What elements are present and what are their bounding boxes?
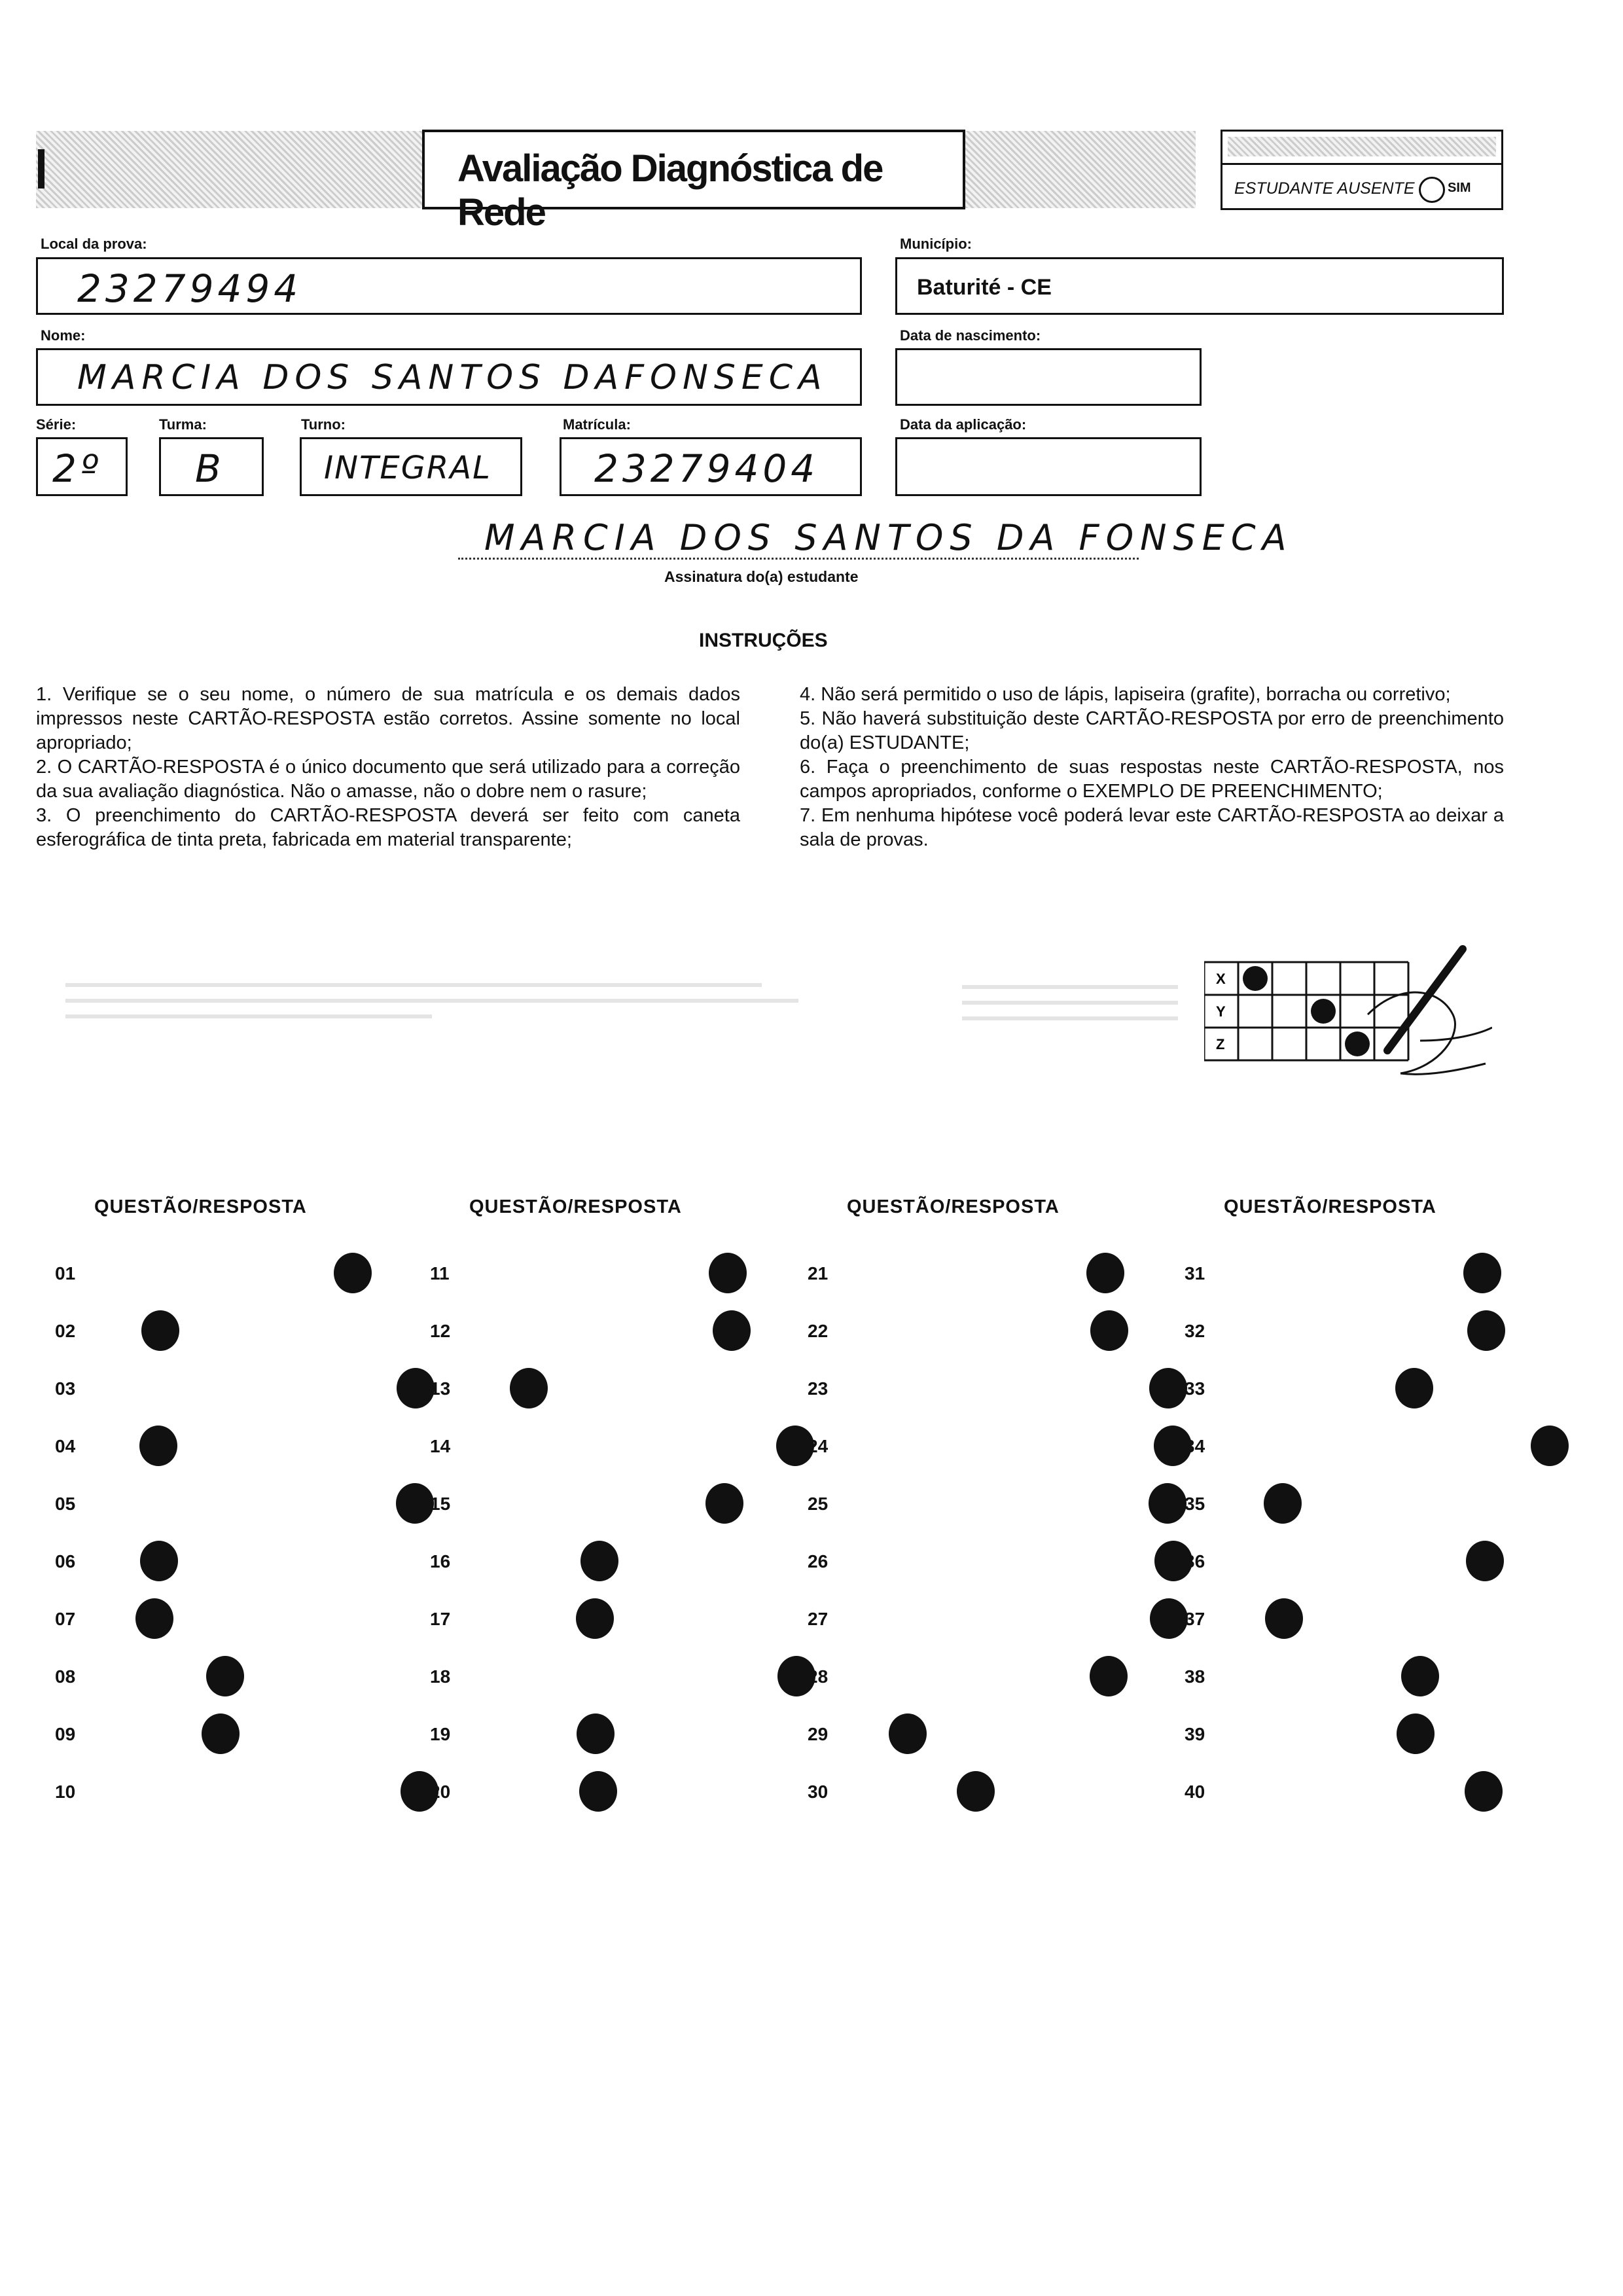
question-number: 12 (430, 1321, 451, 1341)
question-number: 25 (808, 1494, 829, 1514)
municipio-value: Baturité - CE (917, 275, 1052, 300)
example-row-label: Z (1216, 1036, 1225, 1052)
turno-label: Turno: (301, 416, 346, 433)
absent-label: ESTUDANTE AUSENTE (1234, 179, 1415, 198)
question-number: 38 (1185, 1666, 1205, 1687)
answer-mark-q12[interactable] (713, 1310, 751, 1351)
answer-mark-q19[interactable] (577, 1713, 615, 1754)
question-number: 06 (55, 1551, 76, 1571)
answer-mark-q32[interactable] (1467, 1310, 1505, 1351)
nascimento-field[interactable] (895, 348, 1202, 406)
answer-mark-q13[interactable] (510, 1368, 548, 1408)
answer-mark-q20[interactable] (579, 1771, 617, 1812)
absent-option: SIM (1448, 181, 1471, 195)
nome-value: MARCIA DOS SANTOS DAFONSECA (77, 358, 828, 397)
answer-mark-q21[interactable] (1086, 1253, 1124, 1293)
question-number: 03 (55, 1378, 76, 1399)
example-row-label: Y (1216, 1003, 1226, 1020)
answer-mark-q03[interactable] (397, 1368, 435, 1408)
header-left-mark (38, 149, 45, 188)
answer-mark-q30[interactable] (957, 1771, 995, 1812)
question-number: 01 (55, 1263, 76, 1283)
signature-value: MARCIA DOS SANTOS DA FONSECA (484, 517, 1293, 558)
question-number: 30 (808, 1782, 829, 1802)
answer-mark-q02[interactable] (141, 1310, 179, 1351)
question-number: 02 (55, 1321, 76, 1341)
answer-mark-q35[interactable] (1264, 1483, 1302, 1524)
question-number: 34 (1185, 1436, 1205, 1456)
question-number: 15 (430, 1494, 451, 1514)
answer-column-header: QUESTÃO/RESPOSTA (1224, 1196, 1436, 1217)
turno-value: INTEGRAL (324, 450, 491, 486)
nome-label: Nome: (41, 327, 86, 344)
answer-mark-q11[interactable] (709, 1253, 747, 1293)
question-number: 16 (430, 1551, 451, 1571)
fill-example (1204, 942, 1492, 1086)
matricula-field[interactable] (560, 437, 862, 496)
question-number: 07 (55, 1609, 76, 1629)
question-number: 29 (808, 1724, 829, 1744)
question-number: 11 (430, 1263, 450, 1283)
turma-field[interactable] (159, 437, 264, 496)
question-number: 17 (430, 1609, 451, 1629)
question-number: 09 (55, 1724, 76, 1744)
answer-mark-q23[interactable] (1149, 1368, 1187, 1408)
answer-mark-q34[interactable] (1531, 1426, 1569, 1466)
answer-mark-q05[interactable] (396, 1483, 434, 1524)
question-number: 40 (1185, 1782, 1205, 1802)
local-label: Local da prova: (41, 236, 147, 252)
answer-column-header: QUESTÃO/RESPOSTA (469, 1196, 682, 1217)
turno-field[interactable] (300, 437, 522, 496)
municipio-field[interactable] (895, 257, 1504, 315)
instructions-left (36, 683, 740, 852)
answer-mark-q29[interactable] (889, 1713, 927, 1754)
instructions-heading: INSTRUÇÕES (699, 630, 828, 651)
question-number: 27 (808, 1609, 829, 1629)
answer-mark-q06[interactable] (140, 1541, 178, 1581)
serie-value: 2º (52, 446, 103, 491)
instruction-item: 3. O preenchimento do CARTÃO-RESPOSTA deverá ser feito com caneta esferográfica de tinta preta, fabricada em material transparente; (36, 805, 740, 850)
header-right-band (965, 131, 1196, 208)
instruction-item: 2. O CARTÃO-RESPOSTA é o único documento que será utilizado para a correção da sua avaliação diagnóstica. Não o amasse, não o dobre nem o rasure; (36, 757, 740, 802)
question-number: 32 (1185, 1321, 1205, 1341)
example-mark (1243, 966, 1268, 991)
answer-mark-q39[interactable] (1397, 1713, 1435, 1754)
instructions-right (800, 683, 1504, 852)
answer-mark-q27[interactable] (1150, 1598, 1188, 1639)
matricula-value: 23279404 (594, 446, 819, 491)
nome-field[interactable] (36, 348, 862, 406)
local-field[interactable] (36, 257, 862, 315)
question-number: 13 (430, 1378, 451, 1399)
answer-mark-q17[interactable] (576, 1598, 614, 1639)
turma-label: Turma: (159, 416, 207, 433)
question-number: 24 (808, 1436, 829, 1456)
faint-text-left (65, 979, 798, 1038)
question-number: 10 (55, 1782, 76, 1802)
example-mark (1311, 999, 1336, 1024)
answer-mark-q15[interactable] (705, 1483, 743, 1524)
header-title-box (422, 130, 965, 234)
turma-value: B (195, 446, 225, 491)
question-number: 21 (808, 1263, 829, 1283)
question-number: 26 (808, 1551, 829, 1571)
question-number: 35 (1185, 1494, 1205, 1514)
absent-box-band (1228, 137, 1496, 156)
example-mark (1345, 1031, 1370, 1056)
answer-mark-q28[interactable] (1090, 1656, 1128, 1696)
answer-mark-q01[interactable] (334, 1253, 372, 1293)
header-title: Avaliação Diagnóstica de Rede (457, 147, 883, 234)
question-number: 20 (430, 1782, 451, 1802)
matricula-label: Matrícula: (563, 416, 631, 433)
answer-mark-q16[interactable] (580, 1541, 618, 1581)
example-row-label: X (1216, 971, 1226, 987)
answer-mark-q37[interactable] (1265, 1598, 1303, 1639)
question-number: 33 (1185, 1378, 1205, 1399)
question-number: 04 (55, 1436, 76, 1456)
aplicacao-field[interactable] (895, 437, 1202, 496)
answer-mark-q08[interactable] (206, 1656, 244, 1696)
instruction-item: 4. Não será permitido o uso de lápis, lapiseira (grafite), borracha ou corretivo; (800, 684, 1451, 705)
answer-mark-q40[interactable] (1465, 1771, 1503, 1812)
local-value: 23279494 (77, 266, 302, 311)
question-number: 08 (55, 1666, 76, 1687)
instruction-item: 5. Não haverá substituição deste CARTÃO-RESPOSTA por erro de preenchimento do(a) ESTUDANTE; (800, 708, 1504, 753)
answer-mark-q38[interactable] (1401, 1656, 1439, 1696)
question-number: 37 (1185, 1609, 1205, 1629)
instruction-item: 7. Em nenhuma hipótese você poderá levar este CARTÃO-RESPOSTA ao deixar a sala de provas. (800, 805, 1504, 850)
question-number: 19 (430, 1724, 451, 1744)
question-number: 39 (1185, 1724, 1205, 1744)
faint-text-right (962, 985, 1178, 1037)
answer-mark-q22[interactable] (1090, 1310, 1128, 1351)
aplicacao-label: Data da aplicação: (900, 416, 1027, 433)
instruction-item: 6. Faça o preenchimento de suas respostas neste CARTÃO-RESPOSTA, nos campos apropriados, conforme o EXEMPLO DE PREENCHIMENTO; (800, 757, 1504, 802)
answer-mark-q25[interactable] (1149, 1483, 1186, 1524)
serie-label: Série: (36, 416, 77, 433)
answer-mark-q36[interactable] (1466, 1541, 1504, 1581)
question-number: 23 (808, 1378, 829, 1399)
hand-icon (1368, 992, 1492, 1074)
signature-caption: Assinatura do(a) estudante (664, 568, 859, 585)
header-left-band (36, 131, 422, 208)
serie-field[interactable] (36, 437, 128, 496)
question-number: 14 (430, 1436, 451, 1456)
instruction-item: 1. Verifique se o seu nome, o número de sua matrícula e os demais dados impressos neste CARTÃO-RESPOSTA estão corretos. Assine somente no local apropriado; (36, 684, 740, 753)
question-number: 28 (808, 1666, 829, 1687)
answer-mark-q04[interactable] (139, 1426, 177, 1466)
absent-field (1221, 163, 1503, 210)
question-number: 31 (1185, 1263, 1205, 1283)
pen-icon (1387, 949, 1463, 1050)
answer-mark-q07[interactable] (135, 1598, 173, 1639)
nascimento-label: Data de nascimento: (900, 327, 1041, 344)
answer-mark-q09[interactable] (202, 1713, 240, 1754)
absent-box (1221, 130, 1503, 209)
answer-column-header: QUESTÃO/RESPOSTA (94, 1196, 307, 1217)
answer-column-header: QUESTÃO/RESPOSTA (847, 1196, 1060, 1217)
question-number: 22 (808, 1321, 829, 1341)
answer-mark-q33[interactable] (1395, 1368, 1433, 1408)
question-number: 36 (1185, 1551, 1205, 1571)
municipio-label: Município: (900, 236, 972, 252)
question-number: 05 (55, 1494, 76, 1514)
answer-mark-q31[interactable] (1463, 1253, 1501, 1293)
absent-radio[interactable] (1419, 177, 1445, 203)
question-number: 18 (430, 1666, 451, 1687)
